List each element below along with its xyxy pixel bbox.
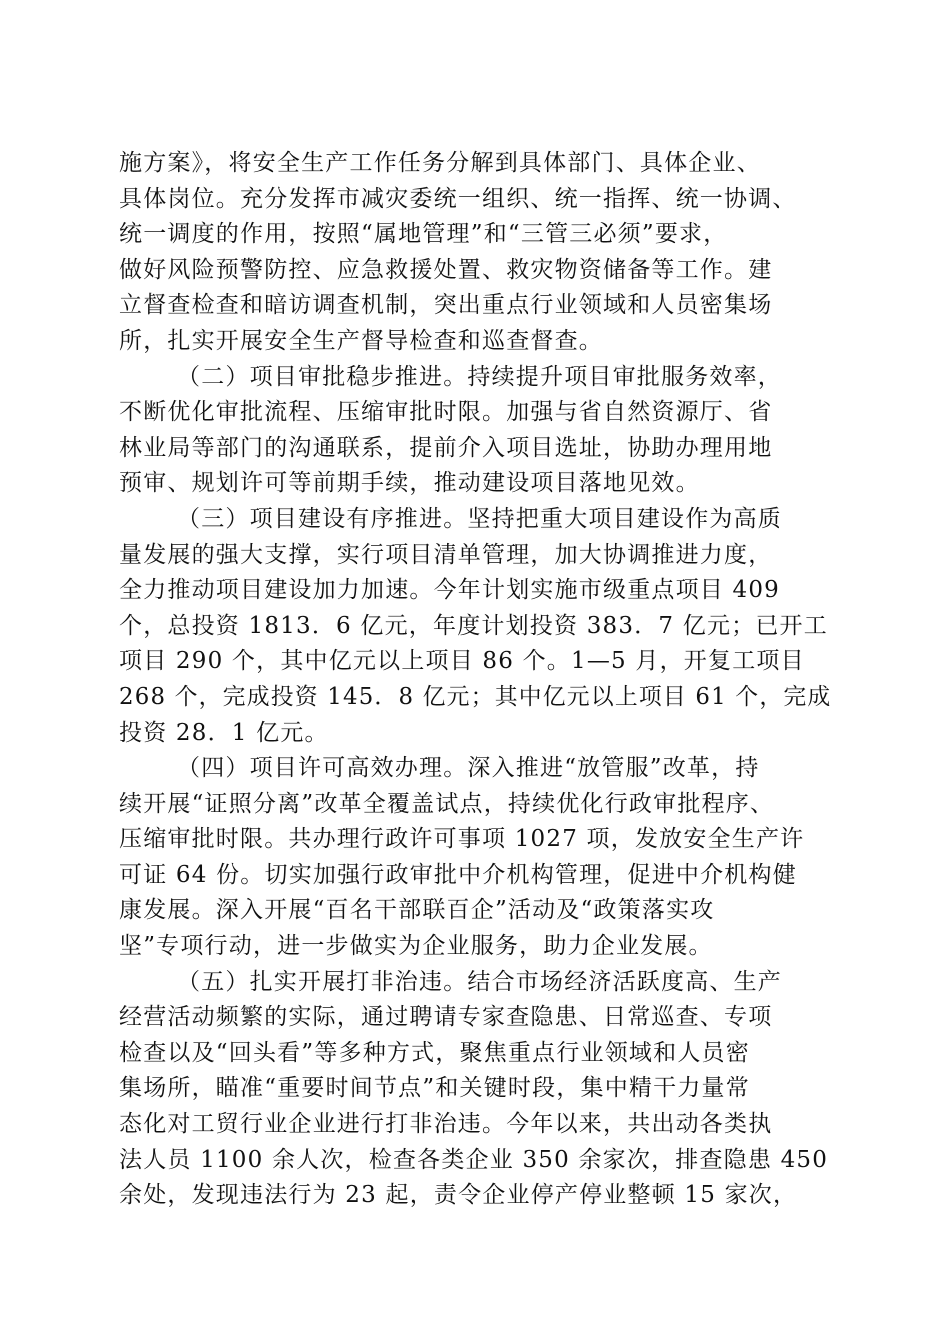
paragraph-first-line: （二）项目审批稳步推进。持续提升项目审批服务效率， [177,363,782,390]
text-line: 268 个，完成投资 145．8 亿元；其中亿元以上项目 61 个，完成 [119,683,832,710]
text-line: 统一调度的作用，按照“属地管理”和“三管三必须”要求， [119,221,728,248]
text-line: 具体岗位。充分发挥市减灾委统一组织、统一指挥、统一协调、 [119,185,797,212]
text-line: 投资 28．1 亿元。 [119,719,329,746]
text-line: 量发展的强大支撑，实行项目清单管理，加大协调推进力度， [119,541,773,568]
text-line: 余处，发现违法行为 23 起，责令企业停产停业整顿 15 家次， [119,1182,798,1209]
text-line: 集场所，瞄准“重要时间节点”和关键时段，集中精干力量常 [119,1075,750,1102]
text-line: 康发展。深入开展“百名干部联百企”活动及“政策落实攻 [119,897,715,924]
text-line: 预审、规划许可等前期手续，推动建设项目落地见效。 [119,470,700,497]
text-line: 法人员 1100 余人次，检查各类企业 350 余家次，排查隐患 450 [119,1146,829,1173]
text-line: 做好风险预警防控、应急救援处置、救灾物资储备等工作。建 [119,256,773,283]
text-line: 所，扎实开展安全生产督导检查和巡查督查。 [119,327,603,354]
paragraph-first-line: （五）扎实开展打非治违。结合市场经济活跃度高、生产 [177,968,782,995]
document-body [119,146,831,1214]
text-line: 续开展“证照分离”改革全覆盖试点，持续优化行政审批程序、 [119,790,775,817]
text-line: 个，总投资 1813．6 亿元，年度计划投资 383．7 亿元；已开工 [119,612,828,639]
text-line: 经营活动频繁的实际，通过聘请专家查隐患、日常巡查、专项 [119,1004,773,1031]
text-line: 压缩审批时限。共办理行政许可事项 1027 项，发放安全生产许 [119,826,805,853]
text-line: 施方案》，将安全生产工作任务分解到具体部门、具体企业、 [119,150,761,176]
text-line: 态化对工贸行业企业进行打非治违。今年以来，共出动各类执 [119,1111,773,1138]
text-line: 项目 290 个，其中亿元以上项目 86 个。1—5 月，开复工项目 [119,648,805,675]
text-line: 立督查检查和暗访调查机制，突出重点行业领域和人员密集场 [119,292,773,319]
text-line: 不断优化审批流程、压缩审批时限。加强与省自然资源厅、省 [119,399,773,426]
text-line: 全力推动项目建设加力加速。今年计划实施市级重点项目 409 [119,577,781,604]
text-line: 检查以及“回头看”等多种方式，聚焦重点行业领域和人员密 [119,1039,750,1066]
paragraph-first-line: （三）项目建设有序推进。坚持把重大项目建设作为高质 [177,505,782,532]
text-line: 林业局等部门的沟通联系，提前介入项目选址，协助办理用地 [119,434,773,461]
text-line: 坚”专项行动，进一步做实为企业服务，助力企业发展。 [119,933,713,960]
paragraph-first-line: （四）项目许可高效办理。深入推进“放管服”改革，持 [177,755,760,782]
text-line: 可证 64 份。切实加强行政审批中介机构管理，促进中介机构健 [119,861,797,888]
